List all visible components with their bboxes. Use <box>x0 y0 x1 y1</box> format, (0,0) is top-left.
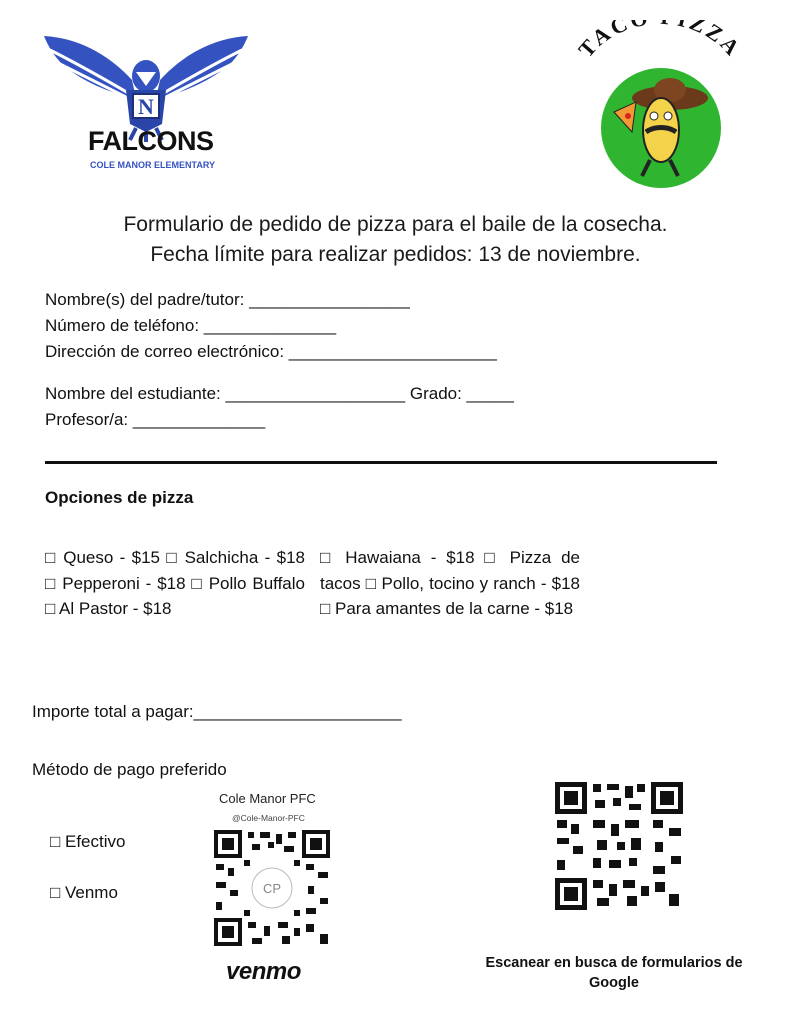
pizza-options-column-1[interactable]: □ Queso - $15 □ Salchicha - $18 □ Pepperoni - $18 □ Pollo Buffalo □ Al Pastor - $18 <box>45 548 305 618</box>
phone-field[interactable]: Número de teléfono: ______________ <box>45 316 337 335</box>
title-line-1: Formulario de pedido de pizza para el baile de la cosecha. <box>123 213 668 236</box>
google-forms-caption: Escanear en busca de formularios de Google <box>485 955 743 991</box>
venmo-account-name: Cole Manor PFC <box>219 791 316 806</box>
form-title <box>40 210 751 270</box>
svg-text:N: N <box>138 94 154 119</box>
total-amount-field[interactable]: Importe total a pagar:______________________ <box>32 702 402 721</box>
taco-pizza-logo <box>566 20 752 190</box>
payment-option-venmo[interactable]: □ Venmo <box>50 883 118 902</box>
email-field[interactable]: Dirección de correo electrónico: ______________________ <box>45 342 497 361</box>
payment-option-cash[interactable]: □ Efectivo <box>50 832 126 851</box>
falcons-wordmark: FALCONS <box>88 126 214 156</box>
venmo-qr-code[interactable] <box>212 828 332 948</box>
pizza-options-heading: Opciones de pizza <box>45 488 194 507</box>
venmo-handle: @Cole-Manor-PFC <box>232 813 305 823</box>
falcons-school-name: COLE MANOR ELEMENTARY <box>90 160 215 170</box>
google-forms-qr-code[interactable] <box>553 780 685 912</box>
taco-pizza-icon <box>566 20 752 190</box>
pizza-options-column-2[interactable]: □ Hawaiana - $18 □ Pizza de tacos □ Pollo, tocino y ranch - $18 □ Para amantes de la carne - $18 <box>320 548 580 618</box>
venmo-wordmark: venmo <box>226 958 301 985</box>
student-grade-field[interactable]: Nombre del estudiante: ___________________ Grado: _____ <box>45 384 514 403</box>
title-line-2: Fecha límite para realizar pedidos: 13 de noviembre. <box>150 243 641 266</box>
payment-method-heading: Método de pago preferido <box>32 760 227 779</box>
svg-text:CP: CP <box>262 881 282 896</box>
falcons-logo <box>40 28 252 178</box>
teacher-field[interactable]: Profesor/a: ______________ <box>45 410 266 429</box>
svg-text:TACO PIZZA: TAC ZZA <box>573 20 747 63</box>
parent-name-field[interactable]: Nombre(s) del padre/tutor: _________________ <box>45 290 410 309</box>
divider <box>45 461 717 464</box>
